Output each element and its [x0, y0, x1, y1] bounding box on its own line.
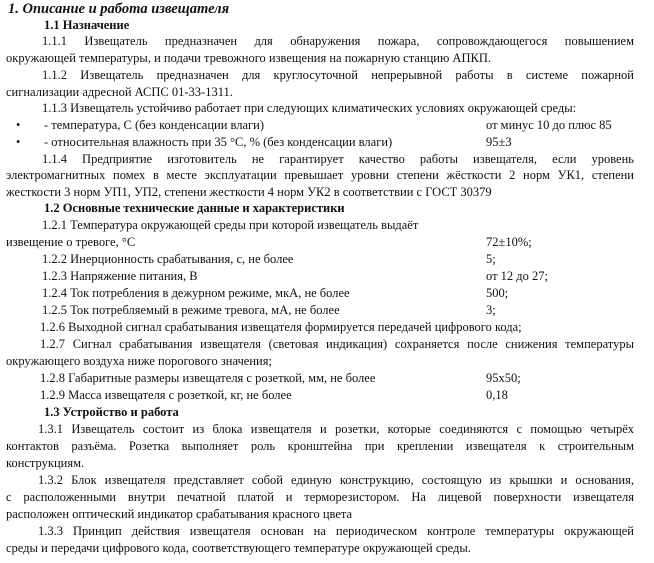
bullet-value: от минус 10 до плюс 85	[486, 118, 612, 132]
para-1-2-7-line1: 1.2.7 Сигнал срабатывания извещателя (световая индикация) сохраняется после снижения температуры	[40, 337, 634, 351]
para-1-2-1-line2	[6, 234, 634, 251]
spec-label: 1.2.5 Ток потребляемый в режиме тревога, мА, не более	[42, 303, 340, 317]
spec-label: 1.2.8 Габаритные размеры извещателя с розеткой, мм, не более	[40, 371, 376, 385]
para-1-3-1-line1: 1.3.1 Извещатель состоит из блока извещателя и розетки, которые соединяются с помощью четырёх	[38, 422, 634, 436]
para-1-3-2-line2: с расположенными внутри печатной платой и терморезистором. На лицевой поверхности извещателя	[6, 490, 634, 504]
heading-1-3: 1.3 Устройство и работа	[44, 405, 179, 419]
section-title: 1. Описание и работа извещателя	[8, 1, 230, 17]
para-1-1-4-line1: 1.1.4 Предприятие изготовитель не гарантирует качество работы извещателя, если уровень	[42, 152, 634, 166]
spec-label: 1.2.2 Инерционность срабатывания, с, не более	[42, 252, 294, 266]
para-1-1-1-line1: 1.1.1 Извещатель предназначен для обнаружения пожара, сопровождающегося повышением	[42, 34, 634, 48]
spec-value: 3;	[486, 303, 496, 317]
bullet-mark: •	[16, 118, 21, 132]
para-1-1-4-line2: электромагнитных помех в месте эксплуатации превышает уровни степени жёсткости 2 норм УК1, степени	[6, 168, 634, 182]
spec-value: 95х50;	[486, 371, 521, 385]
heading-1-2: 1.2 Основные технические данные и характеристики	[44, 201, 345, 215]
spec-value: 500;	[486, 286, 509, 300]
heading-1-1: 1.1 Назначение	[44, 18, 130, 32]
spec-label: 1.2.9 Масса извещателя с розеткой, кг, не более	[40, 388, 292, 402]
para-1-3-3-line1: 1.3.3 Принцип действия извещателя основан на периодическом контроле температуры окружающей	[38, 524, 634, 538]
para-1-3-2-line3: расположен оптический индикатор срабатывания красного цвета	[6, 507, 353, 521]
para-1-3-2-line1: 1.3.2 Блок извещателя представляет собой единую конструкцию, состоящую из крышки и основания,	[38, 473, 634, 487]
para-1-1-2-line2: сигнализации адресной АСПС 01-33-1311.	[6, 85, 233, 99]
para-1-3-3-line2: среды и передачи цифрового кода, соответствующего температуре окружающей среды.	[6, 541, 471, 555]
spec-value: 5;	[486, 252, 496, 266]
para-1-1-3: 1.1.3 Извещатель устойчиво работает при следующих климатических условиях окружающей среды:	[42, 101, 577, 115]
spec-value: от 12 до 27;	[486, 269, 549, 283]
spec-label: 1.2.3 Напряжение питания, В	[42, 269, 198, 283]
para-1-3-1-line3: конструкциям.	[6, 456, 85, 470]
para-1-1-1-line2: окружающей температуры, и подачи тревожного извещения на пожарную станцию АПКП.	[6, 51, 491, 65]
spec-label: 1.2.4 Ток потребления в дежурном режиме, мкА, не более	[42, 286, 350, 300]
para-1-2-1-line1: 1.2.1 Температура окружающей среды при которой извещатель выдаёт	[42, 218, 419, 232]
bullet-label: - относительная влажность при 35 °С, % (без конденсации влаги)	[44, 135, 393, 149]
para-1-1-2-line1: 1.1.2 Извещатель предназначен для круглосуточной непрерывной работы в системе пожарной	[42, 68, 634, 82]
para-1-2-7-line2: окружающего воздуха ниже порогового значения;	[6, 354, 272, 368]
para-1-1-4-line3: жесткости 3 норм УП1, УП2, степени жесткости 4 норм УК2 в соответствии с ГОСТ 30379	[6, 185, 492, 199]
spec-value: 0,18	[486, 388, 508, 402]
para-1-3-1-line2: контактов разъёма. Розетка выполняет роль кронштейна при креплении извещателя к строительным	[6, 439, 634, 453]
bullet-value: 95±3	[486, 135, 512, 149]
para-1-2-1-label: извещение о тревоге, °С	[6, 235, 136, 249]
para-1-2-1-value: 72±10%;	[486, 235, 532, 249]
bullet-mark: •	[16, 135, 21, 149]
bullet-label: - температура, С (без конденсации влаги)	[44, 118, 265, 132]
para-1-2-6: 1.2.6 Выходной сигнал срабатывания извещателя формируется передачей цифрового кода;	[40, 320, 522, 334]
